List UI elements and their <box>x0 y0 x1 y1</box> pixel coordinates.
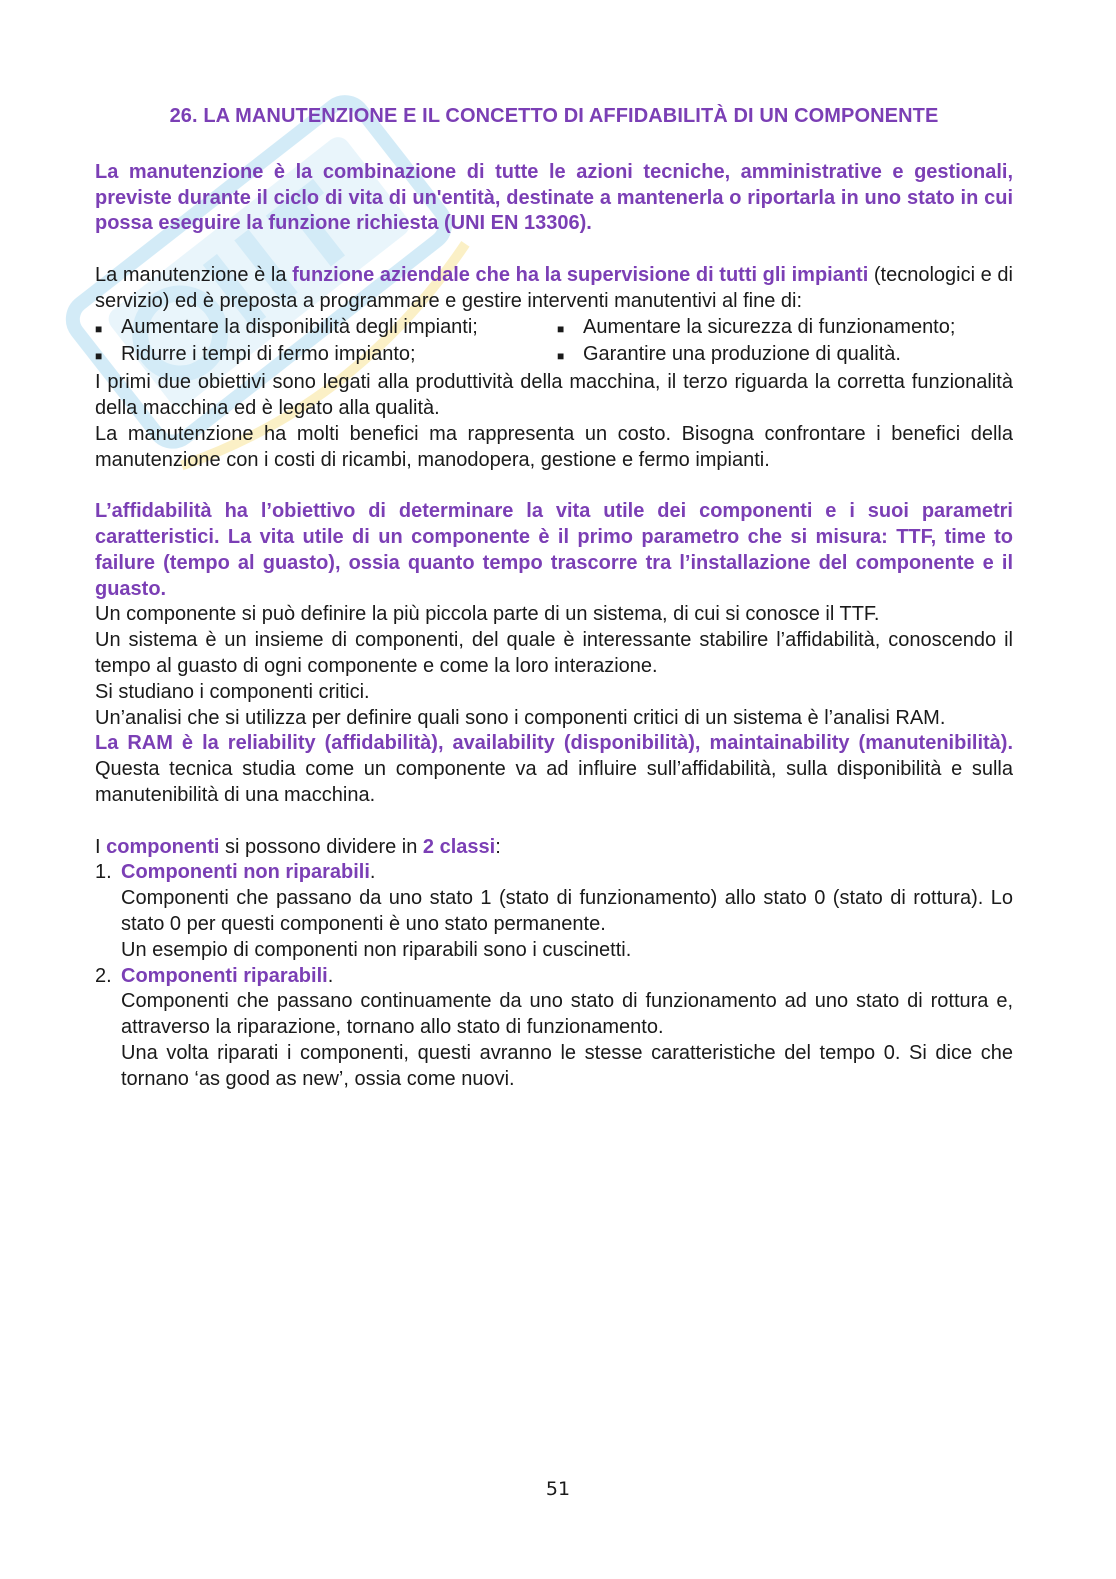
objectives-list <box>95 315 1013 371</box>
maintenance-function-paragraph: La manutenzione è la funzione aziendale che ha la supervisione di tutti gli impianti (tecnologici e di servizio) ed è preposta a programmare e gestire interventi manutentivi al fine di: <box>95 263 1013 312</box>
list-item: ■ Garantire una produzione di qualità. <box>557 342 1013 370</box>
square-bullet-icon: ■ <box>95 321 103 336</box>
system-definition: Un sistema è un insieme di componenti, del quale è interessante stabilire l’affidabilità, conoscendo il tempo al guasto di ogni componente e come la loro interazione. <box>95 629 1013 677</box>
objectives-paragraph: I primi due obiettivi sono legati alla produttività della macchina, il terzo riguarda la corretta funzionalità della macchina ed è legato alla qualità. <box>95 371 1013 419</box>
page-number: 51 <box>545 1478 571 1500</box>
list-item-repairable: 2. Componenti riparabili. Componenti che passano continuamente da uno stato di funzionamento ad uno stato di rottura e, attraverso la riparazione, tornano allo stato di funzionamento. Una volta riparati i componenti, questi avranno le stesse caratteristiche del tempo 0. Si dice che tornano ‘as good as new’, ossia come nuovi. <box>95 964 1013 1090</box>
component-definition: Un componente si può definire la più piccola parte di un sistema, di cui si conosce il TTF. <box>95 603 880 626</box>
ram-analysis: Un’analisi che si utilizza per definire quali sono i componenti critici di un sistema è l’analisi RAM. <box>95 706 946 729</box>
section-title: 26. LA MANUTENZIONE E IL CONCETTO DI AFFIDABILITÀ DI UN COMPONENTE <box>169 105 939 127</box>
square-bullet-icon: ■ <box>557 349 565 364</box>
ram-definition: La RAM è la reliability (affidabilità), availability (disponibilità), maintainability (manutenibilità). Questa tecnica studia come un componente va ad influire sull’affidabilità, sulla disponibilità e sulla manutenibilità di una macchina. <box>95 732 1013 806</box>
classes-intro: I componenti si possono dividere in 2 classi: <box>95 835 501 858</box>
document-page <box>95 104 1013 1092</box>
list-item: ■ Aumentare la sicurezza di funzionamento; <box>557 315 1013 343</box>
list-item: ■ Aumentare la disponibilità degli impianti; <box>95 315 557 343</box>
definition-paragraph: La manutenzione è la combinazione di tutte le azioni tecniche, amministrative e gestionali, previste durante il ciclo di vita di un'entità, destinate a mantenerla o riportarla in uno stato in cui possa eseguire la funzione richiesta (UNI EN 13306). <box>95 160 1013 235</box>
critical-components: Si studiano i componenti critici. <box>95 680 370 703</box>
costs-paragraph: La manutenzione ha molti benefici ma rappresenta un costo. Bisogna confrontare i benefici della manutenzione con i costi di ricambi, manodopera, gestione e fermo impianti. <box>95 422 1013 471</box>
square-bullet-icon: ■ <box>95 349 103 364</box>
list-item: ■ Ridurre i tempi di fermo impianto; <box>95 342 557 370</box>
square-bullet-icon: ■ <box>557 321 565 336</box>
reliability-paragraph: L’affidabilità ha l’obiettivo di determinare la vita utile dei componenti e i suoi parametri caratteristici. La vita utile di un componente è il primo parametro che si misura: TTF, time to failure (tempo al guasto), ossia quanto tempo trascorre tra l’installazione del componente e il guasto. <box>95 500 1013 600</box>
list-item-non-repairable: 1. Componenti non riparabili. Componenti che passano da uno stato 1 (stato di funzionamento) allo stato 0 (stato di rottura). Lo stato 0 per questi componenti è uno stato permanente. Un esempio di componenti non riparabili sono i cuscinetti. <box>95 861 1013 961</box>
